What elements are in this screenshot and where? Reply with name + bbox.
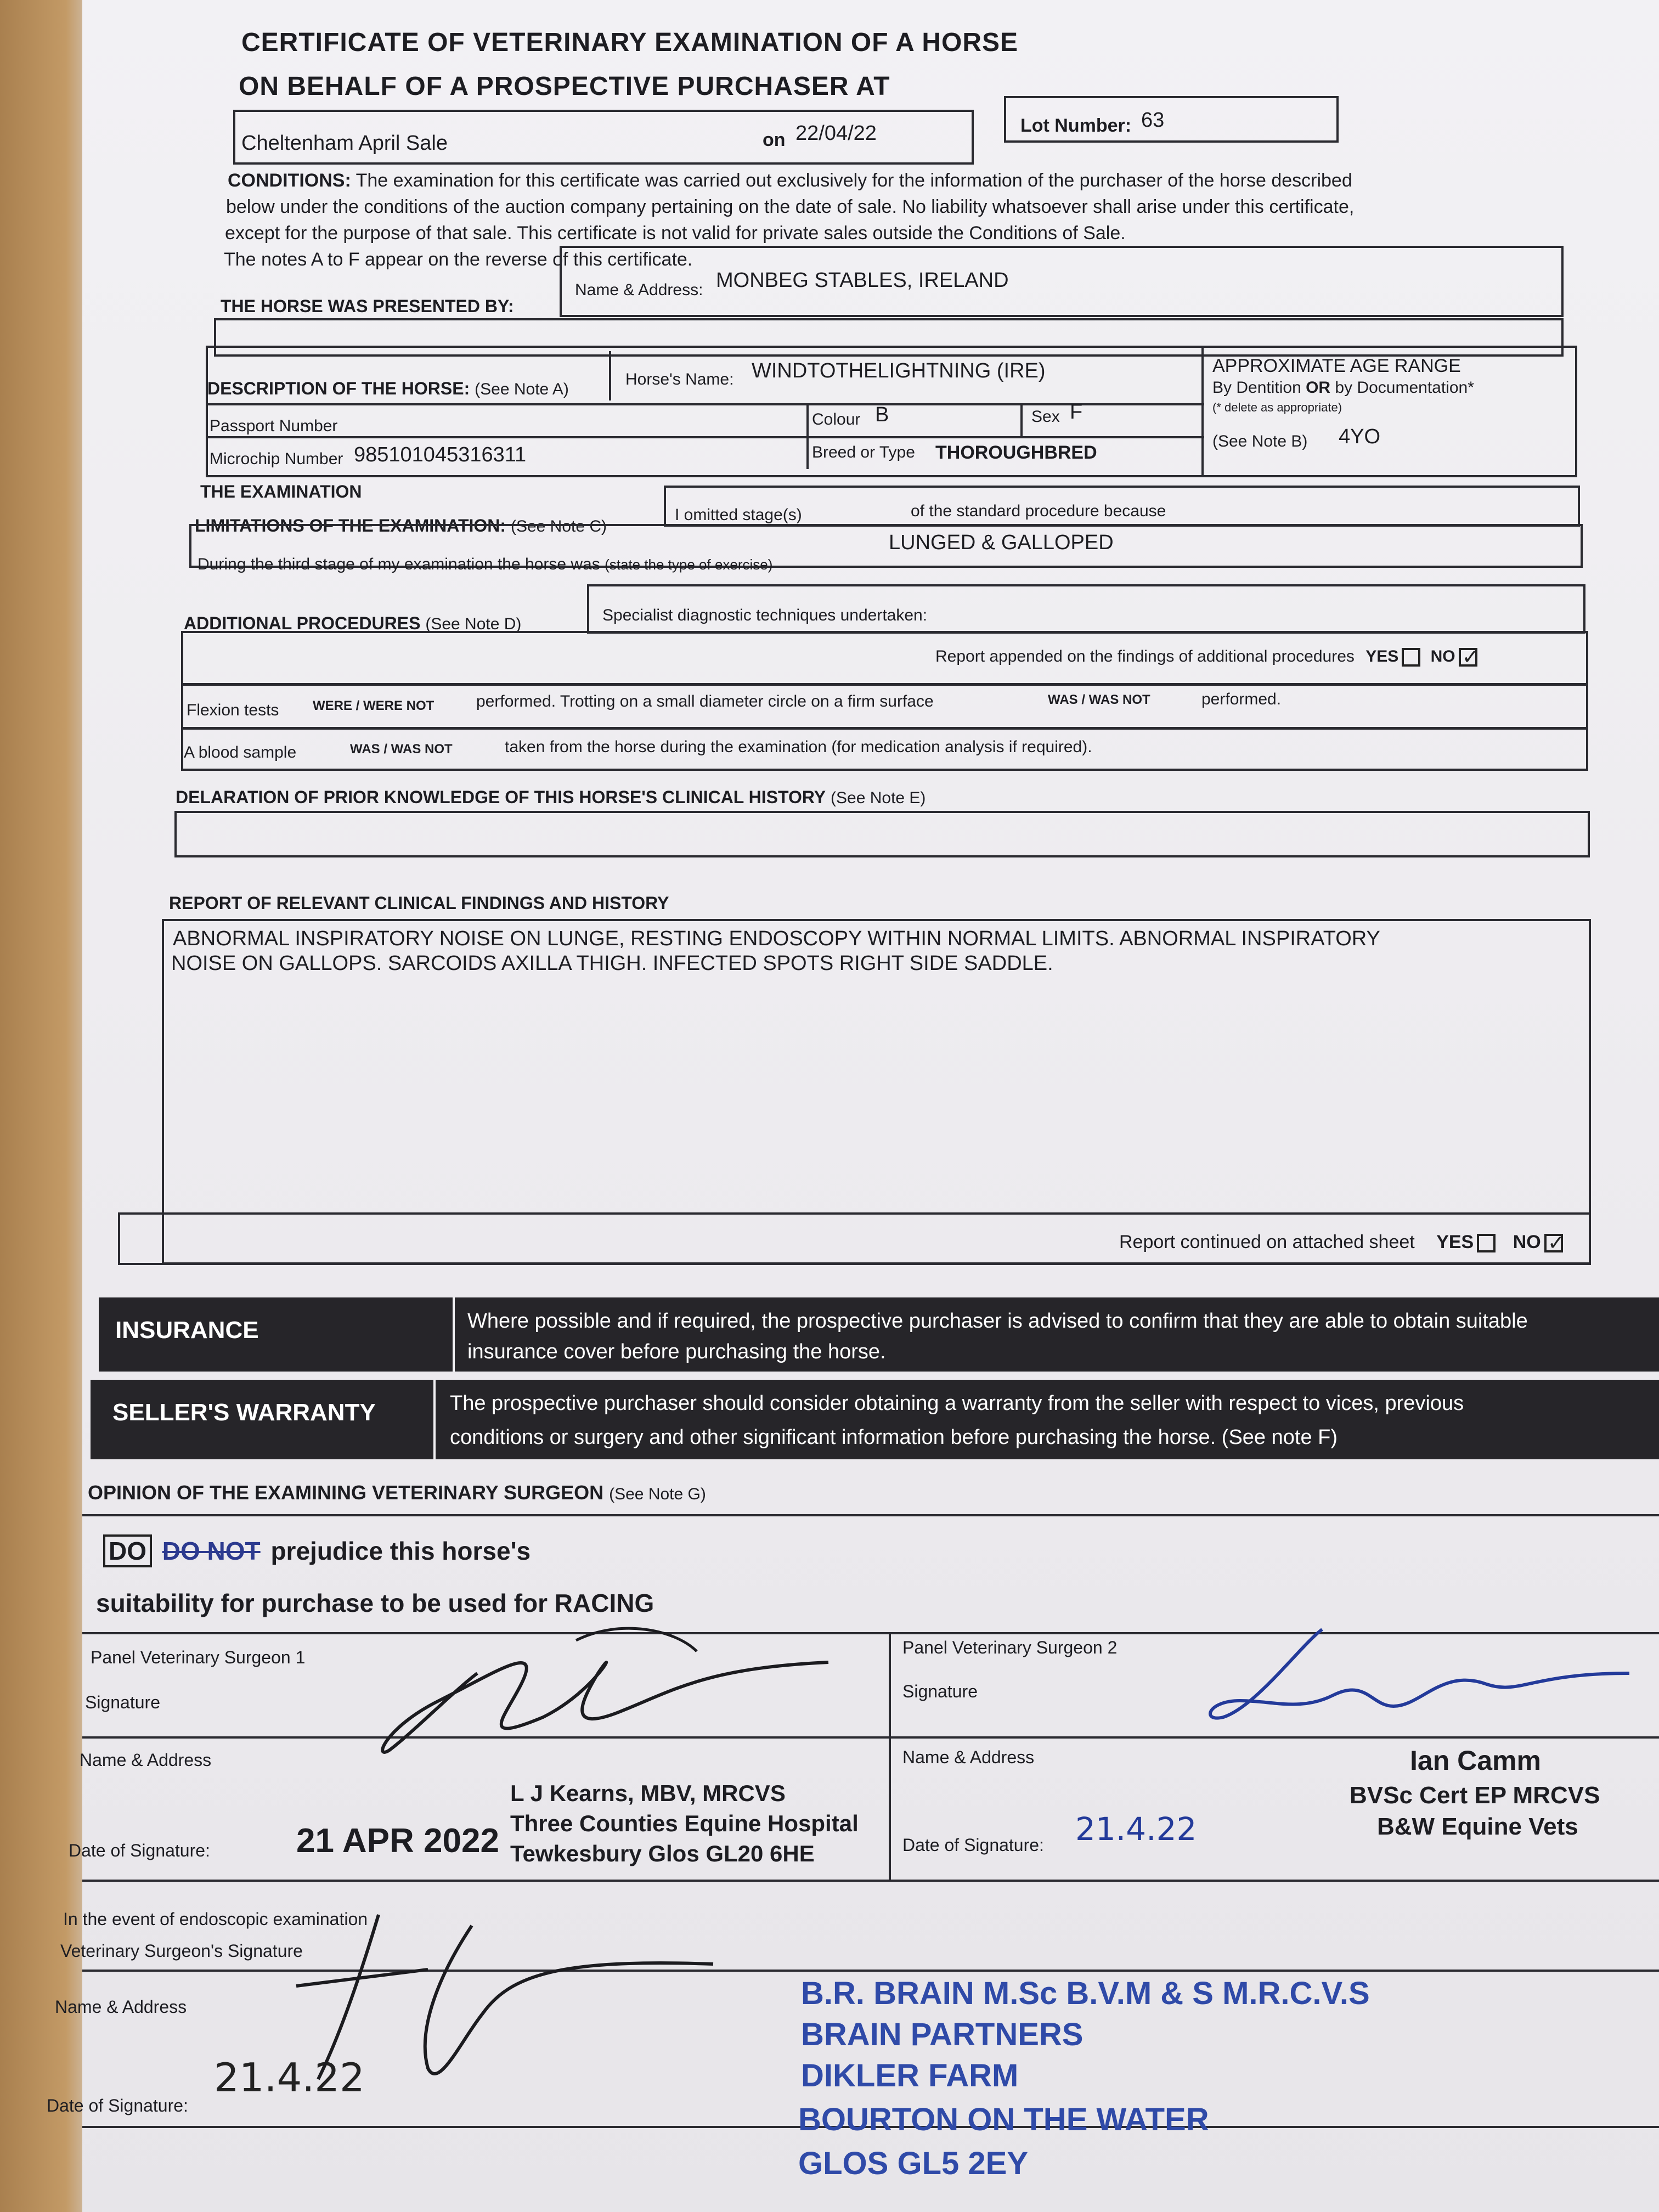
stamp-line1: B.R. BRAIN M.Sc B.V.M & S M.R.C.V.S [801, 1976, 1370, 2011]
warranty-label: SELLER'S WARRANTY [112, 1399, 376, 1426]
sale-date: 22/04/22 [795, 122, 877, 145]
vet-2-name: Ian Camm [1410, 1745, 1541, 1776]
vet-2-signature [1190, 1624, 1640, 1734]
sale-name: Cheltenham April Sale [241, 132, 448, 155]
description-note: (See Note A) [475, 380, 569, 398]
presented-by-label: THE HORSE WAS PRESENTED BY: [221, 296, 514, 316]
horse-name-label: Horse's Name: [625, 370, 734, 388]
declaration-box [174, 811, 1590, 857]
endoscopic-date-label: Date of Signature: [47, 2096, 188, 2115]
panel-vet-2-name-address-label: Name & Address [902, 1747, 1035, 1767]
opinion-do-not-option[interactable]: DO NOT [162, 1537, 261, 1565]
report-appended-label: Report appended on the findings of additional procedures [935, 647, 1355, 665]
certificate-page [47, 0, 1659, 2212]
report-label: REPORT OF RELEVANT CLINICAL FINDINGS AND HISTORY [169, 893, 669, 913]
declaration-label: DELARATION OF PRIOR KNOWLEDGE OF THIS HORSE'S CLINICAL HISTORY [176, 787, 826, 807]
report-appended-yes-checkbox[interactable] [1402, 648, 1420, 667]
report-appended-yes: YES [1365, 647, 1399, 665]
flexion-performed-text: performed. Trotting on a small diameter circle on a firm surface [476, 692, 934, 710]
sale-on-label: on [763, 129, 786, 150]
presented-name-value: MONBEG STABLES, IRELAND [716, 269, 1009, 292]
breed-label: Breed or Type [812, 443, 915, 461]
warranty-line2: conditions or surgery and other significant information before purchasing the horse. (See note F) [450, 1426, 1338, 1449]
third-stage-note: (state the type of exercise) [605, 556, 773, 573]
blood-sample-label: A blood sample [184, 743, 297, 761]
omitted-stages-label: I omitted stage(s) [675, 506, 802, 524]
microchip-label: Microchip Number [210, 450, 343, 468]
endoscopic-signature [274, 1904, 768, 2112]
stamp-line4: BOURTON ON THE WATER [798, 2102, 1209, 2137]
lot-number: 63 [1141, 109, 1165, 132]
blood-taken-text: taken from the horse during the examination (for medication analysis if required). [505, 738, 1092, 756]
insurance-band [99, 1297, 1659, 1372]
sex-value: F [1070, 400, 1083, 424]
conditions-line1: The examination for this certificate was carried out exclusively for the information of the purchaser of the horse described [356, 170, 1352, 191]
conditions-line3: except for the purpose of that sale. This certificate is not valid for private sales outside the Conditions of Sale. [225, 223, 1126, 244]
conditions-line2: below under the conditions of the auction company pertaining on the date of sale. No liability whatsoever shall arise under this certificate, [226, 196, 1355, 217]
presented-name-box [560, 246, 1564, 317]
age-by-documentation: by Documentation* [1330, 379, 1474, 397]
third-stage-label: During the third stage of my examination the horse was [198, 555, 600, 573]
opinion-note: (See Note G) [609, 1485, 706, 1503]
certificate-title-line1: CERTIFICATE OF VETERINARY EXAMINATION OF A HORSE [241, 28, 1019, 57]
age-value: 4YO [1339, 425, 1381, 448]
limitations-label: LIMITATIONS OF THE EXAMINATION: [195, 516, 506, 535]
standard-procedure-label: of the standard procedure because [911, 502, 1166, 520]
panel-vet-2-signature-label: Signature [902, 1681, 978, 1701]
description-label: DESCRIPTION OF THE HORSE: [207, 379, 470, 398]
limitations-note: (See Note C) [510, 517, 607, 535]
age-note: (See Note B) [1212, 432, 1308, 450]
stamp-line5: GLOS GL5 2EY [798, 2146, 1028, 2181]
colour-value: B [875, 403, 889, 426]
age-delete-note: (* delete as appropriate) [1212, 400, 1342, 414]
report-appended-no: NO [1430, 647, 1455, 665]
panel-vet-2-date-label: Date of Signature: [902, 1835, 1044, 1855]
report-line1: ABNORMAL INSPIRATORY NOISE ON LUNGE, RESTING ENDOSCOPY WITHIN NORMAL LIMITS. ABNORMAL INSPIRATORY [173, 927, 1380, 950]
vet-1-signature [313, 1607, 850, 1767]
sex-label: Sex [1031, 408, 1060, 426]
vet-1-name: L J Kearns, MBV, MRCVS [510, 1780, 786, 1806]
flexion-label: Flexion tests [187, 701, 279, 719]
opinion-use: RACING [554, 1589, 654, 1617]
age-by-dentition: By Dentition [1212, 379, 1306, 397]
report-continued-label: Report continued on attached sheet [1119, 1232, 1415, 1252]
horse-name: WINDTOTHELIGHTNING (IRE) [752, 359, 1046, 382]
passport-label: Passport Number [210, 417, 338, 435]
trotting-was-option: WAS / WAS NOT [1048, 692, 1150, 707]
panel-vet-1-date: 21 APR 2022 [296, 1822, 499, 1860]
report-appended-no-checkbox[interactable] [1459, 648, 1477, 667]
endoscopic-line1: In the event of endoscopic examination [63, 1909, 368, 1929]
blood-was-option: WAS / WAS NOT [350, 742, 453, 757]
presented-name-label: Name & Address: [575, 281, 703, 299]
panel-vet-1-signature-label: Signature [85, 1692, 160, 1712]
stamp-line2: BRAIN PARTNERS [801, 2017, 1084, 2052]
endoscopic-name-address-label: Name & Address [55, 1997, 187, 2017]
lot-label: Lot Number: [1020, 115, 1132, 136]
breed-value: THOROUGHBRED [935, 442, 1097, 463]
exercise-type: LUNGED & GALLOPED [889, 531, 1114, 554]
opinion-line1-post: prejudice this horse's [270, 1537, 531, 1565]
examination-label: THE EXAMINATION [200, 482, 362, 501]
panel-vet-2-date: 21.4.22 [1075, 1810, 1197, 1848]
specialist-label: Specialist diagnostic techniques undertaken: [602, 606, 928, 624]
report-continued-no: NO [1513, 1232, 1541, 1252]
trotting-performed-text: performed. [1201, 690, 1282, 708]
stamp-line3: DIKLER FARM [801, 2058, 1019, 2094]
vet-2-qualifications: BVSc Cert EP MRCVS [1350, 1782, 1600, 1809]
insurance-line1: Where possible and if required, the prospective purchaser is advised to confirm that they are able to obtain suitable [467, 1310, 1528, 1333]
panel-vet-2-label: Panel Veterinary Surgeon 2 [902, 1638, 1118, 1657]
age-title: APPROXIMATE AGE RANGE [1212, 356, 1461, 376]
vet-1-town: Tewkesbury Glos GL20 6HE [510, 1841, 815, 1866]
report-line2: NOISE ON GALLOPS. SARCOIDS AXILLA THIGH. INFECTED SPOTS RIGHT SIDE SADDLE. [171, 952, 1053, 975]
microchip-number: 985101045316311 [354, 443, 527, 466]
vet-2-practice: B&W Equine Vets [1377, 1813, 1578, 1840]
report-continued-yes: YES [1436, 1232, 1474, 1252]
additional-procedures-note: (See Note D) [425, 615, 522, 633]
certificate-title-line2: ON BEHALF OF A PROSPECTIVE PURCHASER AT [239, 72, 890, 101]
opinion-label: OPINION OF THE EXAMINING VETERINARY SURGEON [88, 1481, 604, 1504]
vet-1-hospital: Three Counties Equine Hospital [510, 1810, 859, 1836]
panel-vet-1-label: Panel Veterinary Surgeon 1 [91, 1647, 306, 1667]
warranty-band [91, 1380, 1659, 1459]
opinion-do-option[interactable]: DO [103, 1534, 152, 1567]
declaration-note: (See Note E) [831, 789, 926, 807]
colour-label: Colour [812, 410, 861, 428]
panel-vet-1-name-address-label: Name & Address [80, 1750, 212, 1770]
age-or: OR [1306, 379, 1331, 397]
opinion-line2: suitability for purchase to be used for [96, 1589, 548, 1617]
endoscopic-signature-label: Veterinary Surgeon's Signature [60, 1941, 303, 1961]
insurance-label: INSURANCE [115, 1317, 259, 1344]
conditions-label: CONDITIONS: [228, 170, 351, 191]
conditions-line4: The notes A to F appear on the reverse of this certificate. [224, 249, 693, 270]
panel-vet-1-date-label: Date of Signature: [69, 1841, 210, 1860]
report-continued-yes-checkbox[interactable] [1477, 1234, 1496, 1252]
insurance-line2: insurance cover before purchasing the horse. [467, 1340, 886, 1363]
warranty-line1: The prospective purchaser should consider obtaining a warranty from the seller with respect to vices, previous [450, 1392, 1464, 1415]
endoscopic-date: 21.4.22 [214, 2055, 365, 2101]
flexion-were-option: WERE / WERE NOT [313, 698, 435, 713]
report-continued-no-checkbox[interactable] [1544, 1234, 1563, 1252]
additional-procedures-label: ADDITIONAL PROCEDURES [184, 613, 421, 633]
